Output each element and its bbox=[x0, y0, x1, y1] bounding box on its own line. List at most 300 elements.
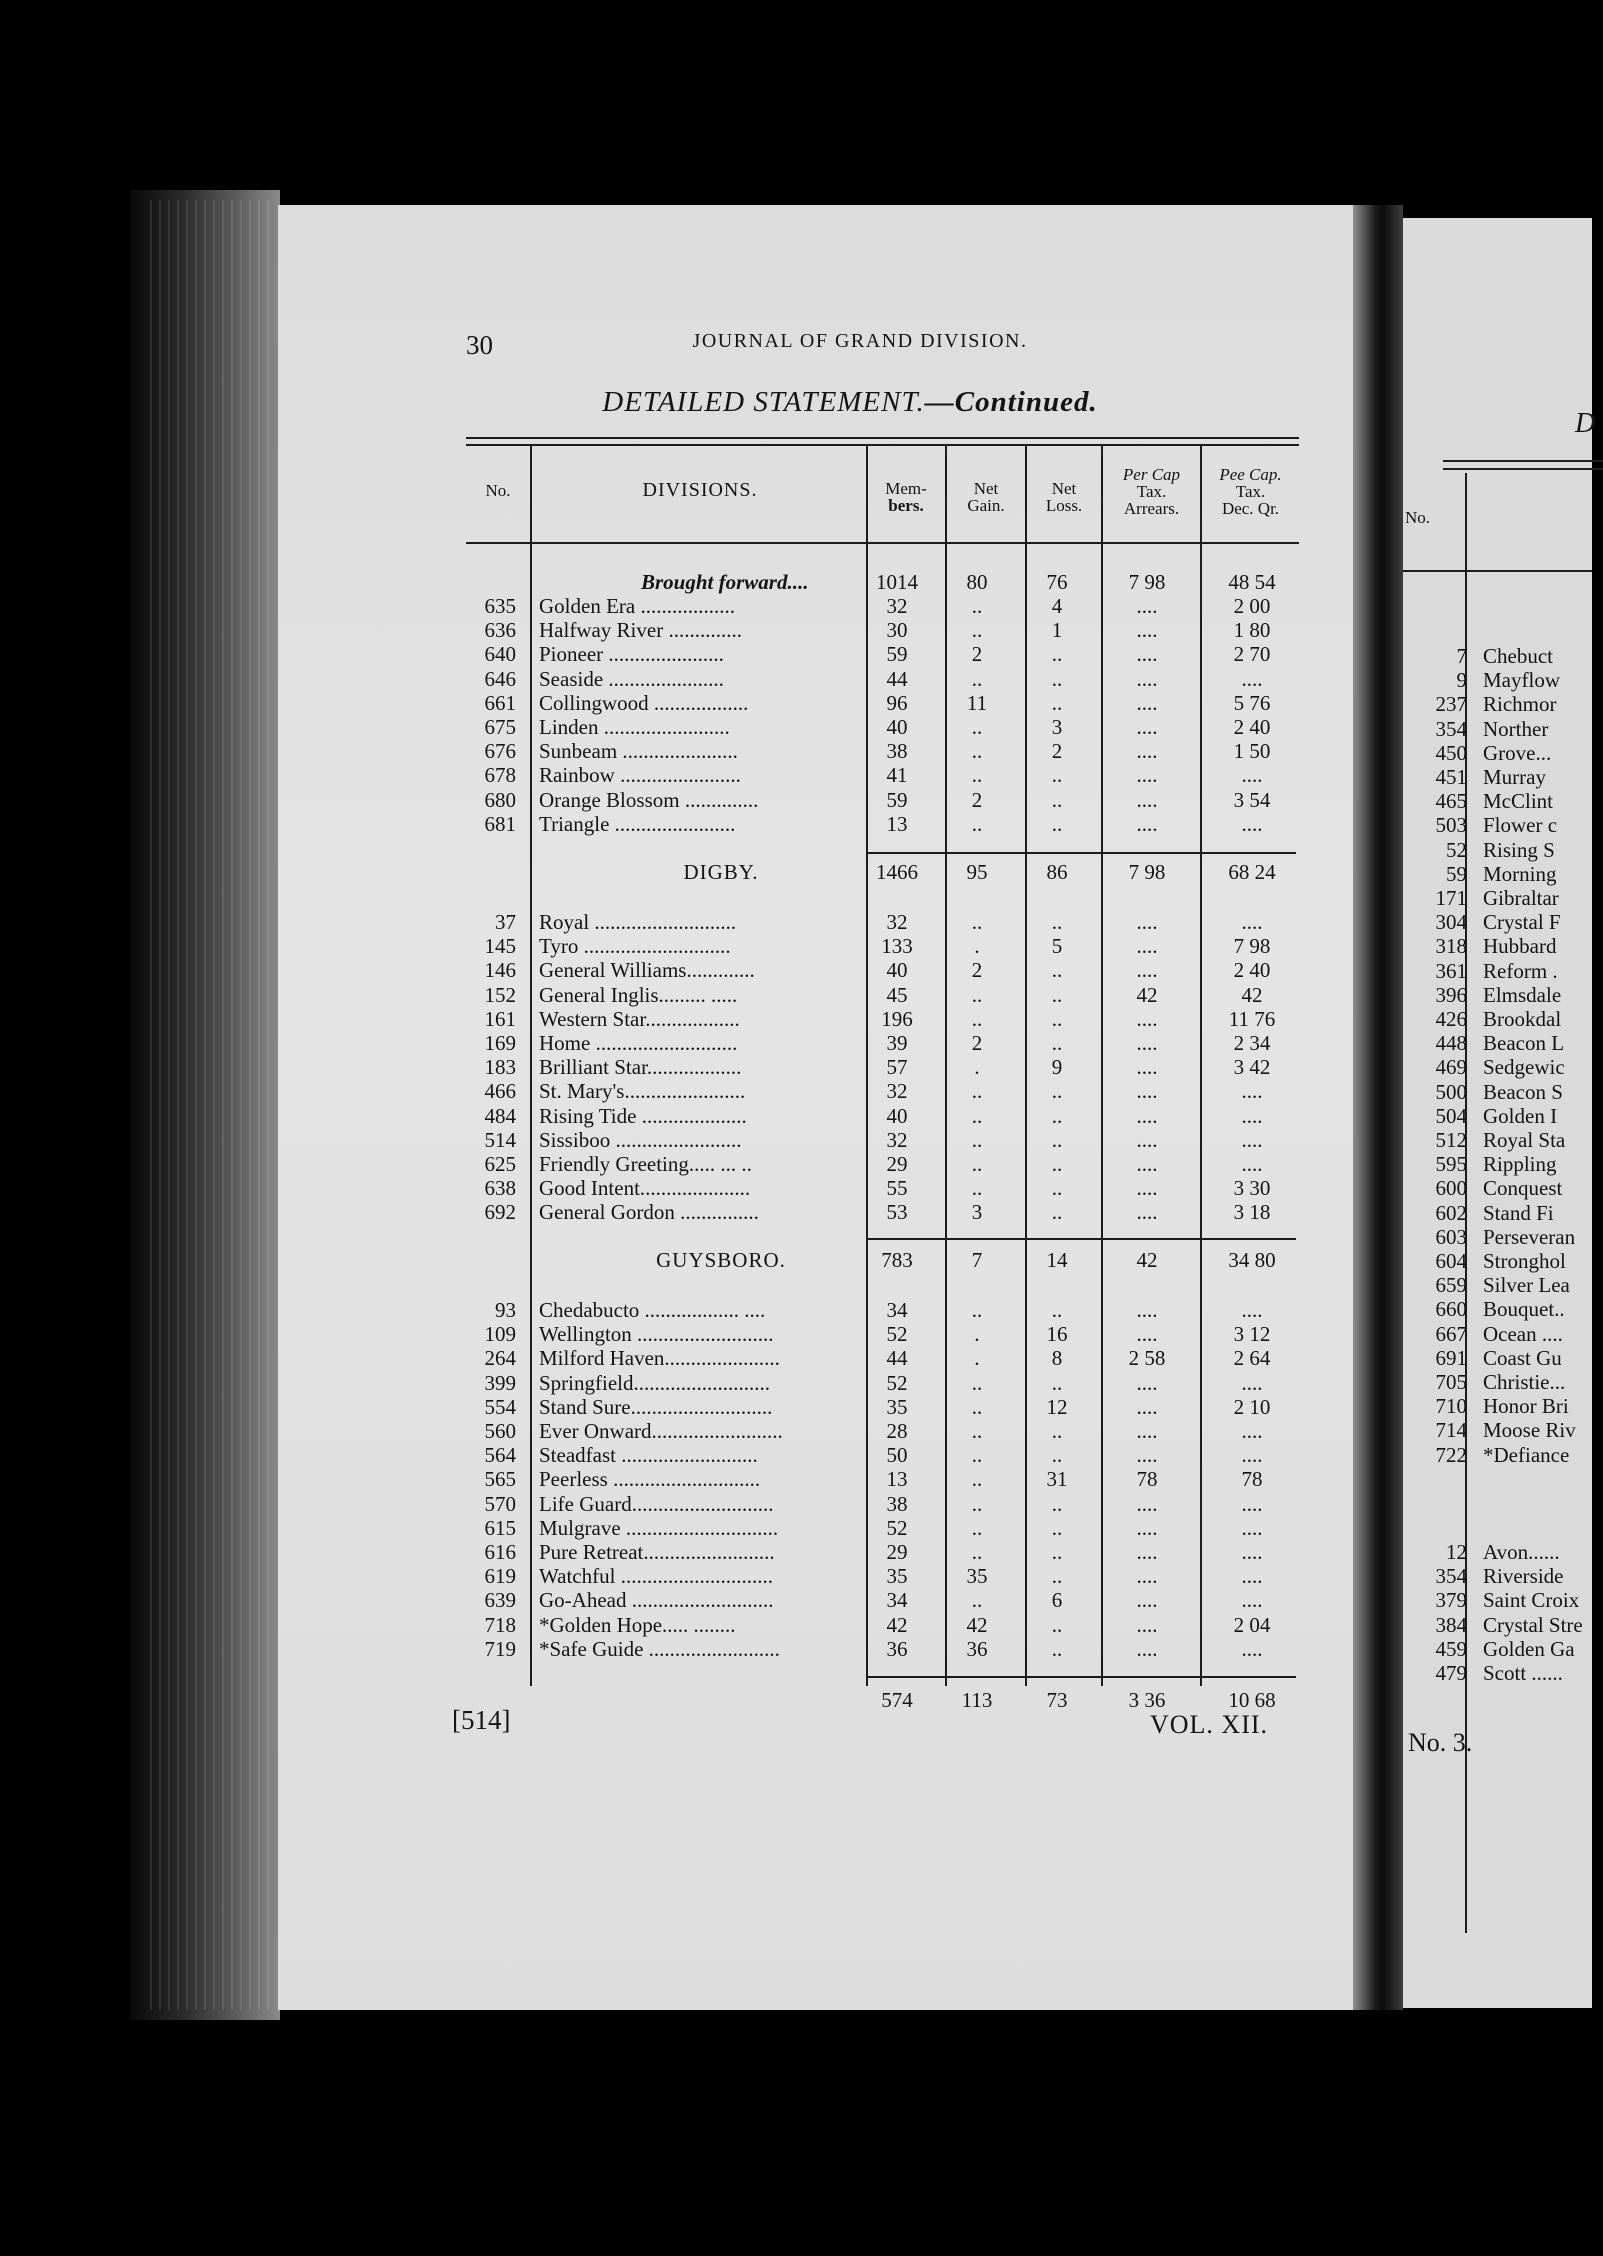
dec-qr-cell: .... bbox=[1241, 1152, 1263, 1176]
arrears-cell: .... bbox=[1136, 1540, 1158, 1564]
division-name: Chedabucto .................. .... bbox=[539, 1298, 766, 1322]
table-row bbox=[466, 1104, 1296, 1128]
facing-division-number: 465 bbox=[1435, 789, 1467, 814]
division-number: 560 bbox=[484, 1419, 516, 1443]
table-row bbox=[466, 739, 1296, 763]
net-loss-cell: .. bbox=[1051, 1298, 1063, 1322]
arrears-cell: .... bbox=[1136, 642, 1158, 667]
facing-page-title: D bbox=[1575, 408, 1596, 439]
net-gain-cell: .. bbox=[971, 1394, 983, 1419]
dec-qr-cell: 1 80 bbox=[1233, 618, 1271, 643]
division-name: Ever Onward......................... bbox=[539, 1419, 783, 1443]
net-loss-cell: .. bbox=[1051, 690, 1063, 715]
facing-footer: No. 3. bbox=[1408, 1728, 1473, 1757]
members-cell: 29 bbox=[886, 1540, 908, 1564]
footer-volume: VOL. XII. bbox=[1150, 1710, 1269, 1739]
arrears-cell: .... bbox=[1136, 1588, 1158, 1613]
dec-qr-cell: .... bbox=[1241, 1515, 1263, 1540]
net-loss-cell: .. bbox=[1051, 787, 1063, 812]
facing-division-name: Beacon S bbox=[1483, 1079, 1563, 1104]
dec-qr-cell: .... bbox=[1241, 1298, 1263, 1322]
total-gain: 113 bbox=[961, 1688, 993, 1712]
arrears-cell: 2 58 bbox=[1128, 1346, 1166, 1371]
net-loss-cell: .. bbox=[1051, 1031, 1063, 1055]
division-number: 661 bbox=[484, 690, 516, 715]
net-loss-cell: 31 bbox=[1046, 1467, 1068, 1492]
table-row bbox=[466, 1200, 1296, 1224]
facing-division-name: *Defiance bbox=[1483, 1442, 1570, 1467]
facing-table-row bbox=[1403, 789, 1592, 813]
dec-qr-cell: 42 bbox=[1241, 982, 1263, 1007]
arrears-cell: .... bbox=[1136, 958, 1158, 983]
brought-forward-label: Brought forward.... bbox=[641, 570, 809, 594]
facing-division-name: Sedgewic bbox=[1483, 1055, 1565, 1080]
facing-table-row bbox=[1403, 983, 1592, 1007]
facing-division-name: Avon...... bbox=[1483, 1540, 1560, 1564]
division-name: General Gordon ............... bbox=[539, 1200, 759, 1225]
table-row bbox=[466, 1152, 1296, 1176]
division-name: Sunbeam ...................... bbox=[539, 739, 738, 764]
dec-qr-cell: .... bbox=[1241, 1588, 1263, 1613]
division-name: Go-Ahead ........................... bbox=[539, 1588, 774, 1613]
col-header-arrears-l2: Tax. bbox=[1136, 482, 1167, 501]
division-name: Rainbow ....................... bbox=[539, 763, 741, 788]
net-loss-cell: 1 bbox=[1051, 618, 1063, 643]
division-name: Springfield.......................... bbox=[539, 1370, 770, 1395]
net-gain-cell: .. bbox=[971, 666, 983, 691]
net-loss-cell: .. bbox=[1051, 1370, 1063, 1395]
division-name: Life Guard........................... bbox=[539, 1491, 774, 1516]
digby-gain: 95 bbox=[966, 860, 988, 884]
facing-top-rule bbox=[1443, 460, 1603, 462]
facing-division-number: 59 bbox=[1446, 861, 1467, 886]
members-cell: 29 bbox=[886, 1152, 908, 1176]
dec-qr-cell: 2 10 bbox=[1233, 1394, 1271, 1419]
net-loss-cell: 2 bbox=[1051, 739, 1063, 764]
dec-qr-cell: .... bbox=[1241, 666, 1263, 691]
digby-section-row bbox=[466, 860, 1296, 884]
arrears-cell: .... bbox=[1136, 1636, 1158, 1661]
table-row bbox=[466, 1467, 1296, 1491]
facing-division-name: Morning bbox=[1483, 861, 1557, 886]
arrears-cell: 78 bbox=[1136, 1467, 1158, 1492]
division-name: Stand Sure........................... bbox=[539, 1394, 773, 1419]
facing-division-number: 52 bbox=[1446, 837, 1467, 862]
table-row bbox=[466, 1492, 1296, 1516]
top-rule bbox=[466, 437, 1299, 439]
facing-table-row bbox=[1403, 1394, 1592, 1418]
division-name: Halfway River .............. bbox=[539, 618, 742, 643]
facing-division-number: 450 bbox=[1435, 740, 1467, 765]
dec-qr-cell: 2 40 bbox=[1233, 715, 1271, 739]
footer-signature: [514] bbox=[452, 1705, 511, 1735]
facing-division-number: 469 bbox=[1435, 1055, 1467, 1080]
members-cell: 32 bbox=[886, 594, 908, 618]
facing-division-number: 504 bbox=[1435, 1103, 1467, 1128]
net-gain-cell: .. bbox=[971, 594, 983, 618]
net-loss-cell: 12 bbox=[1046, 1394, 1068, 1419]
dec-qr-cell: .... bbox=[1241, 1127, 1263, 1152]
facing-table-row bbox=[1403, 1613, 1592, 1637]
division-number: 146 bbox=[484, 958, 516, 983]
net-loss-cell: 5 bbox=[1051, 934, 1063, 959]
facing-table-row bbox=[1403, 862, 1592, 886]
dec-qr-cell: .... bbox=[1241, 1564, 1263, 1589]
right-page bbox=[1403, 218, 1596, 2008]
arrears-cell: .... bbox=[1136, 690, 1158, 715]
net-gain-cell: .. bbox=[971, 1370, 983, 1395]
running-head: JOURNAL OF GRAND DIVISION. bbox=[692, 330, 1028, 352]
net-gain-cell: .. bbox=[971, 1419, 983, 1443]
net-gain-cell: .. bbox=[971, 1006, 983, 1031]
arrears-cell: .... bbox=[1136, 666, 1158, 691]
division-name: *Safe Guide ......................... bbox=[539, 1636, 780, 1661]
division-number: 399 bbox=[484, 1370, 516, 1395]
net-loss-cell: .. bbox=[1051, 1515, 1063, 1540]
arrears-cell: .... bbox=[1136, 1515, 1158, 1540]
members-cell: 32 bbox=[886, 910, 908, 934]
subtotal-rule-2 bbox=[866, 1238, 1296, 1240]
net-loss-cell: .. bbox=[1051, 1612, 1063, 1637]
arrears-cell: .... bbox=[1136, 1394, 1158, 1419]
bf-gain: 80 bbox=[966, 570, 988, 594]
facing-col-no: No. bbox=[1405, 508, 1431, 527]
net-gain-cell: .. bbox=[971, 1079, 983, 1104]
facing-division-name: Grove... bbox=[1483, 740, 1552, 765]
facing-table-row bbox=[1403, 886, 1592, 910]
facing-division-name: Silver Lea bbox=[1483, 1273, 1570, 1298]
table-row bbox=[466, 1588, 1296, 1612]
arrears-cell: .... bbox=[1136, 1152, 1158, 1176]
facing-table-row bbox=[1403, 1661, 1592, 1685]
division-name: Pure Retreat......................... bbox=[539, 1540, 775, 1564]
col-header-members bbox=[868, 480, 944, 514]
division-name: Rising Tide .................... bbox=[539, 1103, 747, 1128]
arrears-cell: .... bbox=[1136, 1006, 1158, 1031]
arrears-cell: .... bbox=[1136, 934, 1158, 959]
col-header-divisions: DIVISIONS. bbox=[642, 479, 758, 501]
table-row bbox=[466, 934, 1296, 958]
table-row bbox=[466, 1540, 1296, 1564]
division-name: Wellington .......................... bbox=[539, 1322, 774, 1347]
members-cell: 57 bbox=[886, 1055, 908, 1080]
facing-division-number: 384 bbox=[1435, 1612, 1467, 1637]
net-loss-cell: .. bbox=[1051, 1636, 1063, 1661]
table-row bbox=[466, 1395, 1296, 1419]
division-name: Brilliant Star.................. bbox=[539, 1055, 742, 1080]
dec-qr-cell: 2 64 bbox=[1233, 1346, 1271, 1371]
brought-forward-row bbox=[466, 570, 1296, 594]
arrears-cell: .... bbox=[1136, 1079, 1158, 1104]
division-number: 161 bbox=[484, 1006, 516, 1031]
facing-division-name: Gibraltar bbox=[1483, 886, 1559, 910]
facing-division-number: 667 bbox=[1435, 1321, 1467, 1346]
members-cell: 40 bbox=[886, 958, 908, 983]
facing-division-number: 604 bbox=[1435, 1249, 1467, 1273]
net-gain-cell: .. bbox=[971, 1152, 983, 1176]
dec-qr-cell: .... bbox=[1241, 811, 1263, 836]
division-number: 625 bbox=[484, 1152, 516, 1176]
col-header-loss-l1: Net bbox=[1051, 479, 1077, 498]
facing-table-row bbox=[1403, 1588, 1592, 1612]
facing-division-number: 705 bbox=[1435, 1370, 1467, 1394]
arrears-cell: .... bbox=[1136, 1491, 1158, 1516]
members-cell: 59 bbox=[886, 642, 908, 667]
members-cell: 44 bbox=[886, 1346, 908, 1371]
arrears-cell: .... bbox=[1136, 739, 1158, 764]
members-cell: 55 bbox=[886, 1176, 908, 1201]
net-gain-cell: 11 bbox=[966, 690, 988, 715]
division-number: 675 bbox=[484, 715, 516, 739]
division-number: 183 bbox=[484, 1055, 516, 1080]
facing-table-row bbox=[1403, 1104, 1592, 1128]
facing-table-row bbox=[1403, 1637, 1592, 1661]
table-row bbox=[466, 1007, 1296, 1031]
facing-division-number: 448 bbox=[1435, 1031, 1467, 1056]
table-row bbox=[466, 1443, 1296, 1467]
facing-division-name: Norther bbox=[1483, 716, 1549, 741]
digby-members: 1466 bbox=[876, 860, 918, 884]
arrears-cell: .... bbox=[1136, 618, 1158, 643]
net-gain-cell: 2 bbox=[971, 958, 983, 983]
totals-row bbox=[466, 1688, 1296, 1712]
facing-table-row bbox=[1403, 692, 1592, 716]
facing-division-name: Golden I bbox=[1483, 1103, 1558, 1128]
net-gain-cell: .. bbox=[971, 1467, 983, 1492]
division-number: 636 bbox=[484, 618, 516, 643]
facing-division-name: Ocean .... bbox=[1483, 1321, 1563, 1346]
dec-qr-cell: 5 76 bbox=[1233, 690, 1271, 715]
division-name: St. Mary's....................... bbox=[539, 1079, 746, 1104]
guysboro-gain: 7 bbox=[971, 1248, 983, 1272]
facing-table-row bbox=[1403, 668, 1592, 692]
facing-division-name: Riverside bbox=[1483, 1564, 1564, 1589]
division-name: Peerless ............................ bbox=[539, 1467, 761, 1492]
net-loss-cell: .. bbox=[1051, 1176, 1063, 1201]
members-cell: 39 bbox=[886, 1031, 908, 1055]
facing-table-row bbox=[1403, 1273, 1592, 1297]
bf-members: 1014 bbox=[876, 570, 918, 594]
members-cell: 34 bbox=[886, 1298, 908, 1322]
division-name: General Inglis......... ..... bbox=[539, 982, 738, 1007]
arrears-cell: .... bbox=[1136, 1322, 1158, 1347]
arrears-cell: .... bbox=[1136, 787, 1158, 812]
net-gain-cell: . bbox=[974, 1322, 980, 1347]
top-rule-2 bbox=[466, 444, 1299, 446]
division-number: 681 bbox=[484, 811, 516, 836]
arrears-cell: .... bbox=[1136, 763, 1158, 788]
members-cell: 53 bbox=[886, 1200, 908, 1225]
facing-table-row bbox=[1403, 1128, 1592, 1152]
dec-qr-cell: 2 70 bbox=[1233, 642, 1271, 667]
table-row bbox=[466, 1564, 1296, 1588]
table-row bbox=[466, 1298, 1296, 1322]
arrears-cell: .... bbox=[1136, 1055, 1158, 1080]
col-header-gain-l1: Net bbox=[973, 479, 999, 498]
division-name: Tyro ............................ bbox=[539, 934, 731, 959]
facing-table-row bbox=[1403, 1346, 1592, 1370]
division-name: Friendly Greeting..... ... .. bbox=[539, 1152, 752, 1176]
net-loss-cell: 6 bbox=[1051, 1588, 1063, 1613]
facing-table-row bbox=[1403, 1176, 1592, 1200]
facing-division-name: Perseveran bbox=[1483, 1224, 1576, 1249]
arrears-cell: .... bbox=[1136, 1564, 1158, 1589]
guysboro-heading: GUYSBORO. bbox=[656, 1248, 786, 1272]
net-gain-cell: .. bbox=[971, 1588, 983, 1613]
facing-table-row bbox=[1403, 1225, 1592, 1249]
facing-division-name: Murray bbox=[1483, 765, 1546, 789]
net-gain-cell: 3 bbox=[971, 1200, 983, 1225]
facing-division-name: Richmor bbox=[1483, 692, 1557, 717]
book-gutter bbox=[1353, 205, 1403, 2010]
facing-division-name: Saint Croix bbox=[1483, 1588, 1580, 1613]
net-gain-cell: 2 bbox=[971, 1031, 983, 1055]
table-row bbox=[466, 788, 1296, 812]
net-loss-cell: .. bbox=[1051, 811, 1063, 836]
table-row bbox=[466, 812, 1296, 836]
net-gain-cell: .. bbox=[971, 618, 983, 643]
members-cell: 42 bbox=[886, 1612, 908, 1637]
arrears-cell: .... bbox=[1136, 715, 1158, 739]
dec-qr-cell: .... bbox=[1241, 1636, 1263, 1661]
facing-table-row bbox=[1403, 717, 1592, 741]
facing-table-row bbox=[1403, 934, 1592, 958]
division-number: 264 bbox=[484, 1346, 516, 1371]
division-number: 564 bbox=[484, 1443, 516, 1468]
facing-division-number: 595 bbox=[1435, 1152, 1467, 1177]
subtotal-rule-3 bbox=[866, 1676, 1296, 1678]
dec-qr-cell: 2 34 bbox=[1233, 1031, 1271, 1055]
members-cell: 96 bbox=[886, 690, 908, 715]
col-header-dec-l2: Tax. bbox=[1235, 482, 1266, 501]
dec-qr-cell: .... bbox=[1241, 763, 1263, 788]
dec-qr-cell: 2 40 bbox=[1233, 958, 1271, 983]
table-row bbox=[466, 1322, 1296, 1346]
arrears-cell: .... bbox=[1136, 1200, 1158, 1225]
members-cell: 38 bbox=[886, 739, 908, 764]
col-header-arrears-l1: Per Cap bbox=[1122, 465, 1181, 484]
division-number: 93 bbox=[495, 1298, 516, 1322]
facing-division-name: Flower c bbox=[1483, 813, 1558, 838]
facing-division-name: Coast Gu bbox=[1483, 1345, 1562, 1370]
division-number: 719 bbox=[484, 1636, 516, 1661]
net-loss-cell: .. bbox=[1051, 763, 1063, 788]
arrears-cell: .... bbox=[1136, 1612, 1158, 1637]
members-cell: 36 bbox=[886, 1636, 908, 1661]
division-number: 484 bbox=[484, 1103, 516, 1128]
division-number: 616 bbox=[484, 1540, 516, 1564]
facing-division-name: Rippling bbox=[1483, 1152, 1557, 1177]
facing-table-row bbox=[1403, 1055, 1592, 1079]
facing-division-number: 691 bbox=[1435, 1345, 1467, 1370]
division-name: Home ........................... bbox=[539, 1031, 738, 1055]
col-header-net-loss bbox=[1028, 480, 1100, 514]
division-name: Royal ........................... bbox=[539, 910, 737, 934]
facing-division-number: 12 bbox=[1446, 1540, 1467, 1564]
net-loss-cell: .. bbox=[1051, 1491, 1063, 1516]
division-number: 466 bbox=[484, 1079, 516, 1104]
division-name: Collingwood .................. bbox=[539, 690, 749, 715]
facing-table-row bbox=[1403, 1297, 1592, 1321]
title-main: DETAILED STATEMENT. bbox=[602, 386, 925, 418]
facing-table-row bbox=[1403, 1370, 1592, 1394]
net-loss-cell: .. bbox=[1051, 1152, 1063, 1176]
net-gain-cell: .. bbox=[971, 1298, 983, 1322]
members-cell: 30 bbox=[886, 618, 908, 643]
members-cell: 59 bbox=[886, 787, 908, 812]
members-cell: 38 bbox=[886, 1491, 908, 1516]
table-row bbox=[466, 1613, 1296, 1637]
division-number: 554 bbox=[484, 1394, 516, 1419]
net-gain-cell: .. bbox=[971, 715, 983, 739]
facing-division-number: 659 bbox=[1435, 1273, 1467, 1298]
members-cell: 40 bbox=[886, 715, 908, 739]
net-loss-cell: .. bbox=[1051, 1127, 1063, 1152]
table-row bbox=[466, 1176, 1296, 1200]
facing-table-row bbox=[1403, 741, 1592, 765]
division-name: Watchful ............................. bbox=[539, 1564, 773, 1589]
col-header-net-gain bbox=[948, 480, 1024, 514]
division-name: Orange Blossom .............. bbox=[539, 787, 759, 812]
division-number: 514 bbox=[484, 1127, 516, 1152]
net-gain-cell: .. bbox=[971, 1491, 983, 1516]
dec-qr-cell: .... bbox=[1241, 1079, 1263, 1104]
facing-table-row bbox=[1403, 1031, 1592, 1055]
facing-division-name: Mayflow bbox=[1483, 668, 1560, 693]
total-members: 574 bbox=[881, 1688, 913, 1712]
division-number: 680 bbox=[484, 787, 516, 812]
net-gain-cell: .. bbox=[971, 739, 983, 764]
arrears-cell: .... bbox=[1136, 1103, 1158, 1128]
members-cell: 52 bbox=[886, 1515, 908, 1540]
facing-table-row bbox=[1403, 813, 1592, 837]
facing-table-row bbox=[1403, 1540, 1592, 1564]
col-header-no: No. bbox=[485, 481, 511, 500]
arrears-cell: .... bbox=[1136, 910, 1158, 934]
dec-qr-cell: 3 42 bbox=[1233, 1055, 1271, 1080]
table-row bbox=[466, 983, 1296, 1007]
net-loss-cell: .. bbox=[1051, 1103, 1063, 1128]
dec-qr-cell: 3 54 bbox=[1233, 787, 1271, 812]
division-number: 635 bbox=[484, 594, 516, 618]
arrears-cell: .... bbox=[1136, 594, 1158, 618]
facing-division-name: Hubbard bbox=[1483, 934, 1557, 959]
facing-division-number: 304 bbox=[1435, 910, 1467, 935]
division-name: Sissiboo ........................ bbox=[539, 1127, 742, 1152]
facing-table-row bbox=[1403, 1443, 1592, 1467]
facing-division-name: Chebuct bbox=[1483, 644, 1553, 668]
division-name: Golden Era .................. bbox=[539, 594, 735, 618]
facing-division-number: 396 bbox=[1435, 982, 1467, 1007]
members-cell: 13 bbox=[886, 1467, 908, 1492]
facing-table-row bbox=[1403, 1007, 1592, 1031]
facing-division-number: 500 bbox=[1435, 1079, 1467, 1104]
net-loss-cell: .. bbox=[1051, 666, 1063, 691]
col-header-loss-l2: Loss. bbox=[1045, 496, 1083, 515]
arrears-cell: .... bbox=[1136, 1443, 1158, 1468]
facing-header-rule bbox=[1403, 570, 1592, 572]
facing-division-name: Elmsdale bbox=[1483, 982, 1562, 1007]
facing-division-name: Stronghol bbox=[1483, 1249, 1566, 1273]
bf-arrears: 7 98 bbox=[1128, 570, 1166, 594]
dec-qr-cell: 3 12 bbox=[1233, 1322, 1271, 1347]
page-title bbox=[480, 386, 1220, 419]
table-row bbox=[466, 1055, 1296, 1079]
facing-division-number: 512 bbox=[1435, 1128, 1467, 1152]
division-number: 639 bbox=[484, 1588, 516, 1613]
facing-division-number: 451 bbox=[1435, 765, 1467, 789]
net-gain-cell: .. bbox=[971, 1540, 983, 1564]
